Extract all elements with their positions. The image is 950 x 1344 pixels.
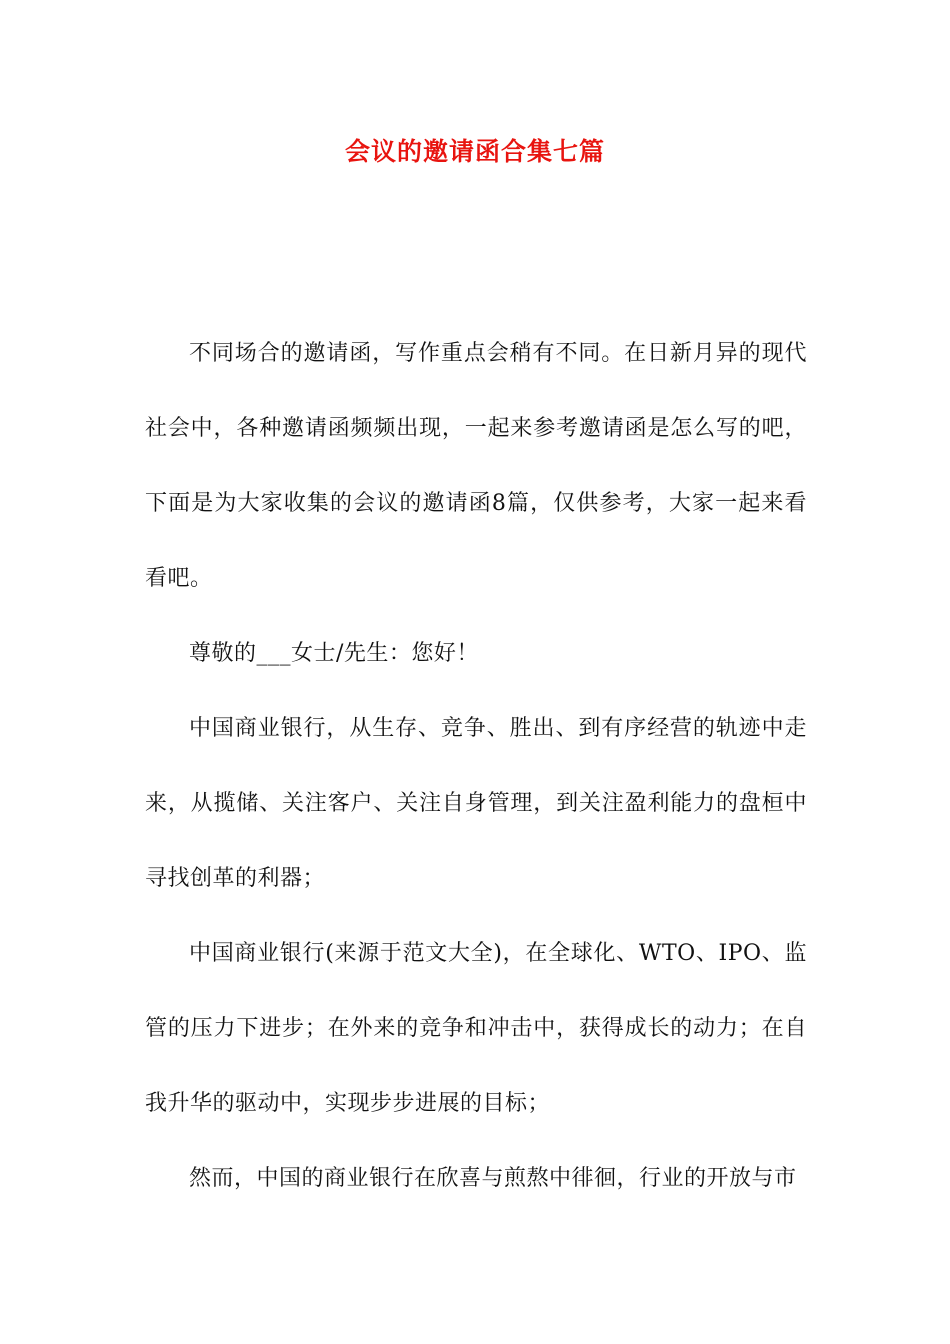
paragraph-bank-progress: 中国商业银行(来源于范文大全)，在全球化、WTO、IPO、监管的压力下进步；在外来的竞争和冲击中，获得成长的动力；在自我升华的驱动中，实现步步进展的目标； <box>145 941 807 1116</box>
paragraph-bank-history: 中国商业银行，从生存、竞争、胜出、到有序经营的轨迹中走来，从揽储、关注客户、关注自身管理，到关注盈利能力的盘桓中寻找创革的利器； <box>145 716 807 891</box>
paragraph-greeting: 尊敬的___女士/先生：您好！ <box>189 641 479 666</box>
paragraph-bank-challenges: 然而，中国的商业银行在欣喜与煎熬中徘徊，行业的开放与市 <box>189 1166 797 1191</box>
paragraph-intro: 不同场合的邀请函，写作重点会稍有不同。在日新月异的现代社会中，各种邀请函频频出现，一起来参考邀请函是怎么写的吧，下面是为大家收集的会议的邀请函8篇，仅供参考，大家一起来看看吧。 <box>145 341 807 591</box>
document-title: 会议的邀请函合集七篇 <box>344 137 605 166</box>
document-body <box>145 316 807 1216</box>
